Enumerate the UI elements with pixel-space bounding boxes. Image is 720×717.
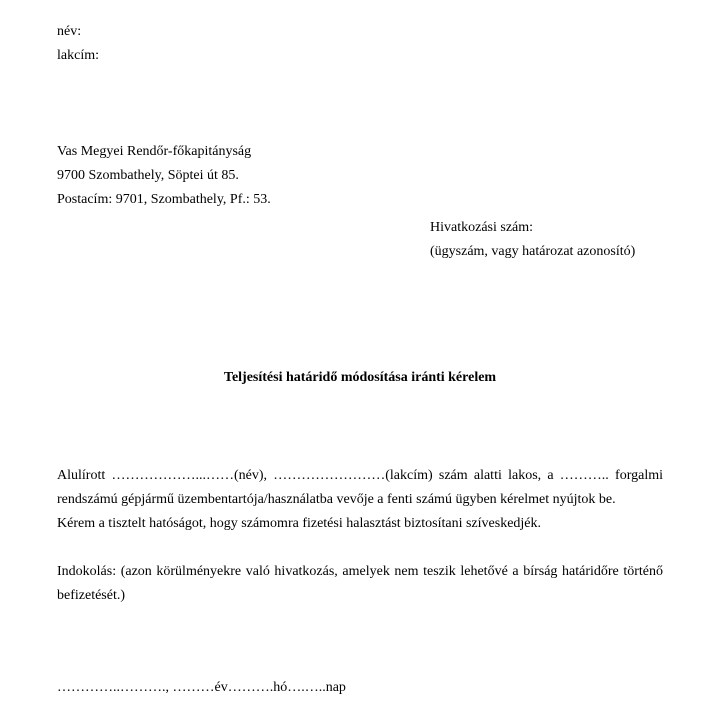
reference-number-note: (ügyszám, vagy határozat azonosító): [430, 244, 636, 259]
recipient-address-block: [57, 140, 271, 212]
recipient-street-address: 9700 Szombathely, Söptei út 85.: [57, 168, 239, 183]
document-body: [57, 464, 663, 608]
body-paragraph-justification: Indokolás: (azon körülményekre való hivatkozás, amelyek nem teszik lehetővé a bírság határidőre történő befizetését.): [57, 564, 663, 603]
document-title: Teljesítési határidő módosítása iránti kérelem: [223, 370, 497, 385]
reference-number-label: Hivatkozási szám:: [430, 220, 534, 235]
sender-block: [57, 20, 99, 68]
body-paragraph-declaration: Alulírott ………………...……(név), ……………………(lakcím) szám alatti lakos, a ……….. forgalmi rendszámú gépjármű üzembentartója/használatba vevője a fenti számú ügyben kérelmet nyújtok be.: [57, 468, 663, 507]
sender-name-label: név:: [57, 24, 82, 39]
date-signature-line: …………..………., ………év……….hó….…..nap: [57, 680, 346, 695]
reference-number-block: [430, 216, 635, 264]
sender-address-label: lakcím:: [57, 48, 99, 63]
body-paragraph-request: Kérem a tisztelt hatóságot, hogy számomra fizetési halasztást biztosítani szíveskedjék.: [57, 516, 542, 531]
recipient-postal-address: Postacím: 9701, Szombathely, Pf.: 53.: [57, 192, 271, 207]
recipient-name: Vas Megyei Rendőr-főkapitányság: [57, 144, 252, 159]
